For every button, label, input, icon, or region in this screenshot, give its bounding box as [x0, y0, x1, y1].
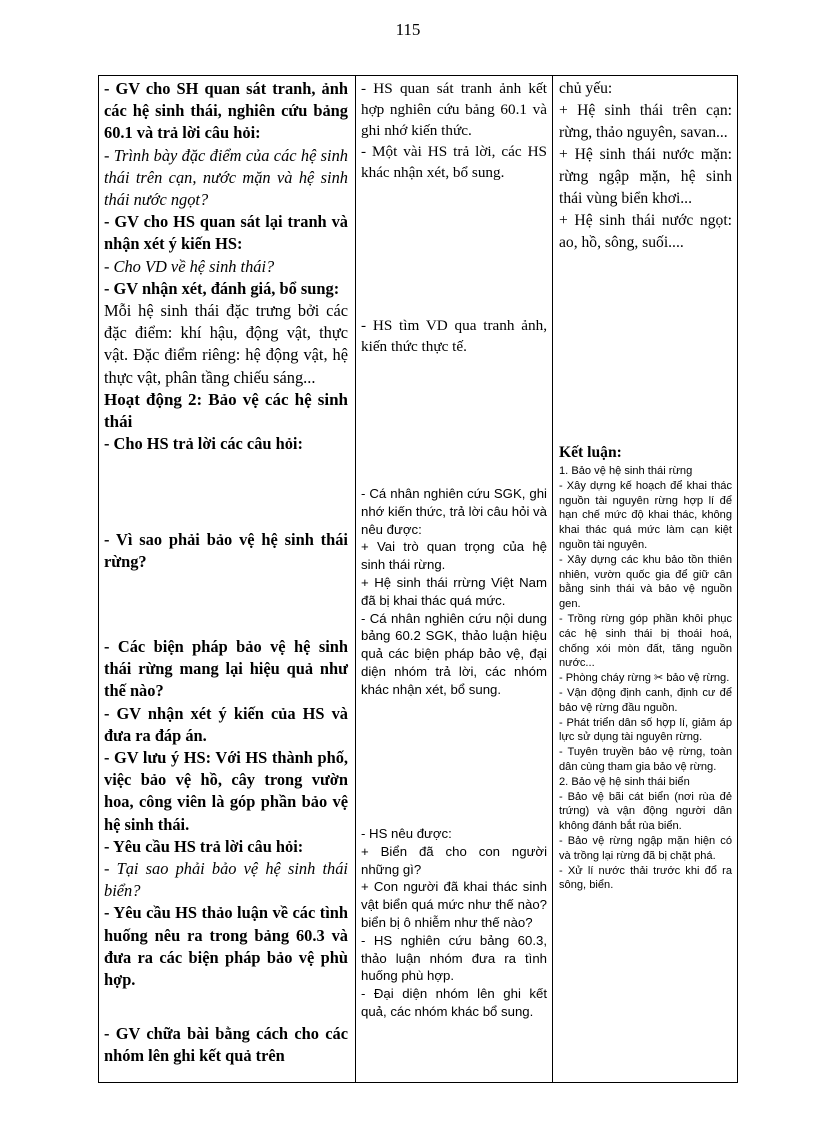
table-cell-text: + Hệ sinh thái trên cạn: rừng, thảo nguyên, savan... — [559, 102, 732, 141]
teacher-block-3 — [104, 636, 348, 991]
table-cell-text: - HS quan sát tranh ảnh kết hợp nghiên cứu bảng 60.1 và ghi nhớ kiến thức. — [361, 80, 547, 139]
table-cell-text: - Xử lí nước thải trước khi đổ ra sông, biển. — [559, 864, 732, 892]
table-cell-text: - Đại diện nhóm lên ghi kết quả, các nhóm khác bổ sung. — [361, 986, 547, 1019]
student-block-1 — [361, 78, 547, 183]
student-block-3 — [361, 485, 547, 699]
table-cell-text: - Bảo vệ bãi cát biển (nơi rùa đẻ trứng) và vận động người dân không đánh bắt rùa biển. — [559, 790, 732, 833]
table-cell-text: - Cá nhân nghiên cứu nội dung bảng 60.2 SGK, thảo luận hiệu quả các biện pháp bảo vệ, đại diện nhóm trả lời, các nhóm khác nhận xét, bổ sung. — [361, 610, 547, 697]
teacher-block-2 — [104, 529, 348, 573]
table-cell-text: - Một vài HS trả lời, các HS khác nhận xét, bổ sung. — [361, 143, 547, 181]
table-cell-text: - Yêu cầu HS thảo luận về các tình huống nêu ra trong bảng 60.3 và đưa ra các biện pháp bảo vệ phù hợp. — [104, 903, 348, 990]
table-cell-text: - HS tìm VD qua tranh ảnh, kiến thức thực tế. — [361, 317, 547, 355]
table-cell-text: - Vì sao phải bảo vệ hệ sinh thái rừng? — [104, 530, 348, 572]
table-cell-text: 2. Bảo vệ hệ sinh thái biển — [559, 775, 690, 788]
table-cell-text: - GV nhận xét, đánh giá, bổ sung: — [104, 278, 340, 298]
conclusion-heading: Kết luận: — [559, 444, 622, 461]
table-cell-text: 1. Bảo vệ hệ sinh thái rừng — [559, 465, 693, 477]
table-cell-text: - GV cho HS quan sát lại tranh và nhận xét ý kiến HS: — [104, 212, 348, 254]
table-cell-text: - GV nhận xét ý kiến của HS và đưa ra đáp án. — [104, 703, 348, 745]
table-cell-text: - GV chữa bài bằng cách cho các nhóm lên ghi kết quả trên — [104, 1024, 348, 1066]
table-cell-question: - Tại sao phải bảo vệ hệ sinh thái biển? — [104, 859, 348, 901]
table-cell-text: + Hệ sinh thái nước mặn: rừng ngập mặn, hệ sinh thái vùng biển khơi... — [559, 146, 732, 207]
table-cell-text: Mỗi hệ sinh thái đặc trưng bởi các đặc điểm: khí hậu, động vật, thực vật. Đặc điểm riêng: hệ động vật, hệ thực vật, phân tầng chiếu sáng... — [104, 301, 348, 387]
table-cell-text: - Cho HS trả lời các câu hỏi: — [104, 434, 303, 454]
table-cell-text: - Bảo vệ rừng ngập mặn hiện có và trồng lại rừng đã bị chặt phá. — [559, 834, 732, 862]
table-cell-question: - Trình bày đặc điểm của các hệ sinh thái trên cạn, nước mặn và hệ sinh thái nước ngọt? — [104, 145, 348, 210]
table-cell-text: + Hệ sinh thái rrừng Việt Nam đã bị khai thác quá mức. — [361, 574, 547, 608]
table-cell-text: - Các biện pháp bảo vệ hệ sinh thái rừng mang lại hiệu quả như thế nào? — [104, 637, 348, 701]
table-cell-text: + Hệ sinh thái nước ngọt: ao, hồ, sông, suối.... — [559, 212, 732, 251]
teacher-block-1 — [104, 78, 348, 455]
conclusion-list — [559, 464, 732, 893]
table-cell-text: - Trồng rừng góp phần khôi phục các hệ sinh thái bị thoái hoá, chống xói mòn đất, tăng nguồn nước... — [559, 612, 732, 670]
table-cell-text: - Yêu cầu HS trả lời câu hỏi: — [104, 836, 304, 856]
table-cell-text: - Xây dựng các khu bảo tồn thiên nhiên, vườn quốc gia để giữ cân bằng sinh thái và bảo vệ nguồn gen. — [559, 553, 732, 611]
table-cell-text: + Vai trò quan trọng của hệ sinh thái rừng. — [361, 539, 547, 573]
table-cell-text: + Con người đã khai thác sinh vật biển quá mức như thế nào? biển bị ô nhiễm như thế nào? — [361, 879, 547, 930]
column-divider — [355, 75, 356, 1083]
column-divider — [552, 75, 553, 1083]
activity-heading: Hoạt động 2: Bảo vệ các hệ sinh thái — [104, 389, 348, 432]
table-cell-text: - HS nghiên cứu bảng 60.3, thảo luận nhóm đưa ra tình huống phù hợp. — [361, 932, 547, 984]
table-cell-text: - Phòng cháy rừng ✂ bảo vệ rừng. — [559, 672, 730, 685]
table-cell-text: - GV lưu ý HS: Với HS thành phố, việc bảo vệ hồ, cây trong vườn hoa, công viên là góp phần bảo vệ hệ sinh thái. — [104, 748, 348, 834]
table-cell-text: - GV cho SH quan sát tranh, ảnh các hệ sinh thái, nghiên cứu bảng 60.1 và trả lời câu hỏi: — [104, 79, 348, 143]
teacher-block-4 — [104, 1023, 348, 1067]
student-block-2 — [361, 315, 547, 357]
conclusion-section — [559, 442, 732, 893]
student-block-4 — [361, 825, 547, 1021]
table-cell-text: - Xây dựng kế hoạch để khai thác nguồn tài nguyên rừng hợp lí để hạn chế mức độ khai thác, không khai thác quá mức làm cạn kiệt nguồn tài nguyên. — [559, 479, 732, 551]
table-cell-text: - Vận động định canh, định cư để bảo vệ rừng đầu nguồn. — [559, 686, 732, 714]
content-block-1 — [559, 78, 732, 254]
table-cell-text: - Phát triển dân số hợp lí, giảm áp lực sử dụng tài nguyên rừng. — [559, 716, 732, 744]
page-number: 115 — [395, 20, 421, 39]
table-cell-text: - HS nêu được: — [361, 826, 452, 841]
table-cell-question: - Cho VD về hệ sinh thái? — [104, 256, 275, 276]
table-cell-text: chủ yếu: — [559, 80, 613, 97]
table-cell-text: - Cá nhân nghiên cứu SGK, ghi nhớ kiến thức, trả lời câu hỏi và nêu được: — [361, 486, 547, 537]
table-cell-text: + Biển đã cho con người những gì? — [361, 843, 547, 877]
table-cell-text: - Tuyên truyền bảo vệ rừng, toàn dân cùng tham gia bảo vệ rừng. — [559, 746, 732, 773]
